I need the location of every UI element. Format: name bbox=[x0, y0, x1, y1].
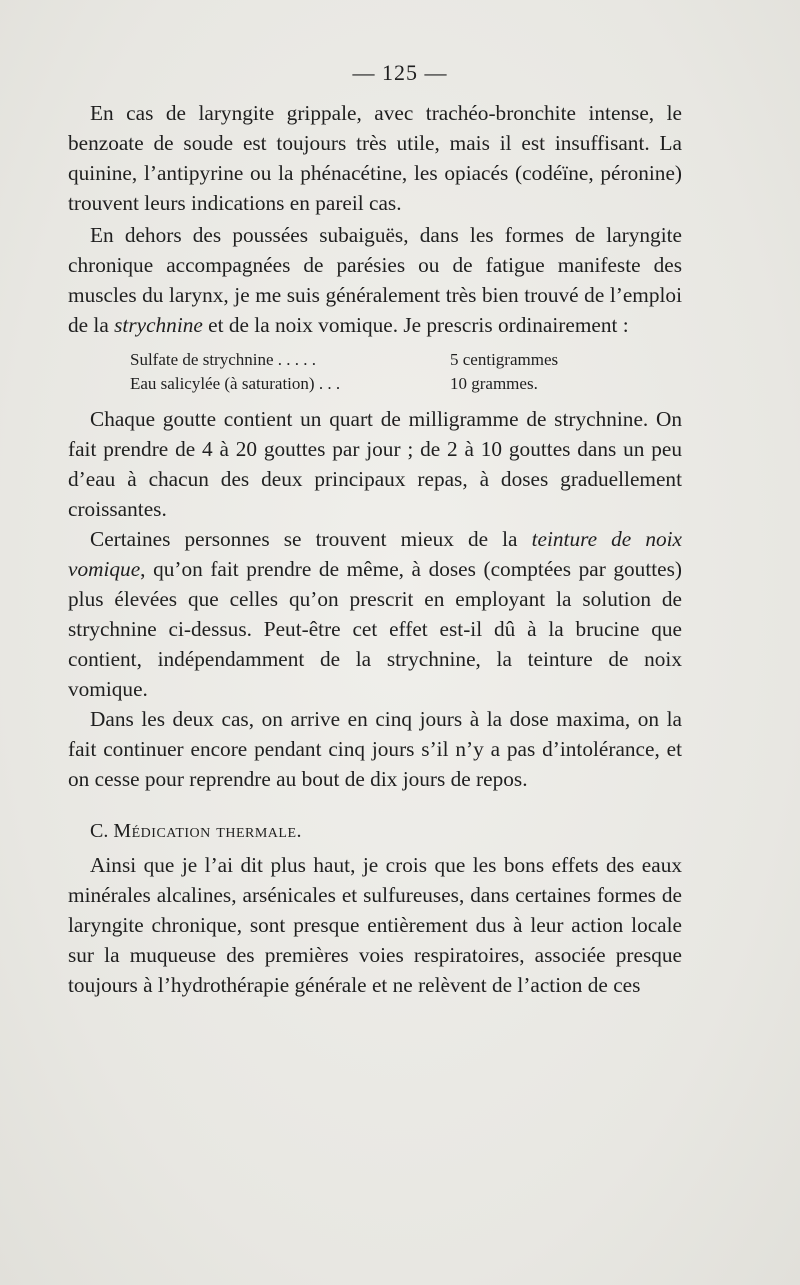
paragraph-text: En dehors des poussées subaiguës, dans les formes de laryngite chronique accompagnées de parésies ou de fatigue manifeste des muscles du larynx, je me suis généralement très bien trouvé de l’emploi de la bbox=[68, 223, 682, 337]
formula-dose: 5 centigrammes bbox=[450, 350, 559, 369]
paragraph-text: Certaines personnes se trouvent mieux de la bbox=[90, 527, 532, 551]
formula-ingredient bbox=[68, 372, 450, 396]
paragraph-chronic-laryngitis bbox=[68, 220, 682, 340]
paragraph-thermal-medication: Ainsi que je l’ai dit plus haut, je crois que les bons effets des eaux minérales alcalines, arsénicales et sulfureuses, dans certaines formes de laryngite chronique, sont presque entièrement dus à leur action locale sur la muqueuse des premières voies respiratoires, associée presque toujours à l’hydrothérapie générale et ne relèvent de l’action de ces bbox=[68, 853, 682, 997]
prescription-formula bbox=[68, 348, 682, 396]
formula-row bbox=[68, 372, 682, 396]
emphasis-tincture: teinture de noix vomique bbox=[68, 527, 682, 581]
ingredient-name: Eau salicylée (à saturation) bbox=[130, 374, 315, 393]
section-title: Médication thermale. bbox=[113, 820, 302, 842]
paragraph-grippal-laryngitis: En cas de laryngite grippale, avec trachéo-bronchite intense, le benzoate de soude est toujours très utile, mais il est insuffisant. La quinine, l’antipyrine ou la phénacétine, les opiacés (codéïne, péronine) trouvent leurs indications en pareil cas. bbox=[68, 101, 682, 215]
page-body bbox=[68, 98, 682, 1000]
paragraph-text: , qu’on fait prendre de même, à doses (comptées par gouttes) plus élevées que celles qu’on prescrit en employant la solution de strychnine ci-dessus. Peut-être cet effet est-il dû à la brucine que contient, indépendamment de la strychnine, la teinture de noix vomique. bbox=[68, 557, 682, 701]
formula-ingredient bbox=[68, 348, 450, 372]
paragraph-maximum-dose: Dans les deux cas, on arrive en cinq jours à la dose maxima, on la fait continuer encore pendant cinq jours s’il n’y a pas d’intolérance, et on cesse pour reprendre au bout de dix jours de repos. bbox=[68, 707, 682, 791]
section-letter: C. bbox=[90, 820, 109, 842]
ingredient-name: Sulfate de strychnine bbox=[130, 350, 274, 369]
page-number: — 125 — bbox=[352, 60, 448, 85]
paragraph-nux-vomica bbox=[68, 524, 682, 704]
paragraph-text: et de la noix vomique. Je prescris ordinairement : bbox=[202, 313, 629, 337]
formula-row bbox=[68, 348, 682, 372]
leader-dots: . . . . . bbox=[277, 350, 317, 369]
formula-dose: 10 grammes. bbox=[450, 374, 538, 393]
paragraph-dosage: Chaque goutte contient un quart de milligramme de strychnine. On fait prendre de 4 à 20 gouttes par jour ; de 2 à 10 gouttes dans un peu d’eau à chacun des deux principaux repas, à doses graduellement croissantes. bbox=[68, 407, 682, 521]
emphasis-strychnine: strychnine bbox=[114, 313, 203, 337]
section-heading bbox=[68, 816, 682, 846]
leader-dots: . . . bbox=[318, 374, 341, 393]
